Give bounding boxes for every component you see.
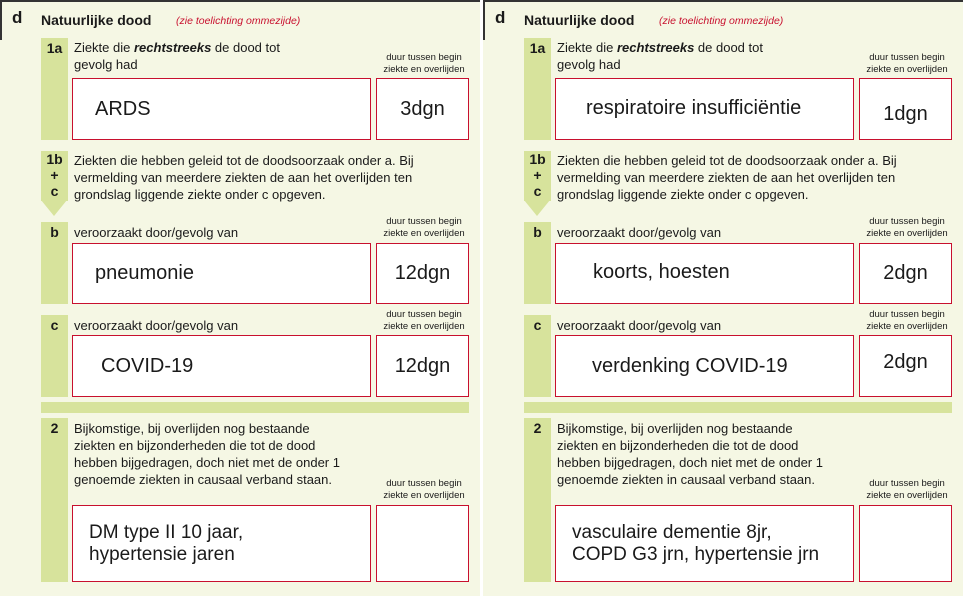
duration-label-2: duur tussen begin ziekte en overlijden — [383, 478, 465, 501]
answer-2-line-1: vasculaire dementie 8jr, — [572, 521, 772, 543]
duration-field-b[interactable]: 12dgn — [376, 243, 469, 304]
question-2-text: Bijkomstige, bij overlijden nog bestaande ziekten en bijzonderheden die tot de dood hebben bijgedragen, doch niet met de onder 1 genoemde ziekten in causaal verband staan. — [74, 421, 340, 487]
answer-field-c[interactable]: COVID-19 — [72, 335, 371, 397]
section-letter: d — [495, 8, 506, 27]
answer-field-b[interactable]: pneumonie — [72, 243, 371, 304]
answer-field-2[interactable] — [555, 505, 854, 582]
section-title: Natuurlijke dood — [41, 12, 152, 28]
q1a-text-post: de dood tot gevolg had — [74, 40, 280, 72]
duration-label-1a: duur tussen begin ziekte en overlijden — [383, 52, 465, 75]
section-divider — [41, 402, 469, 413]
q1a-text-emphasis: rechtstreeks — [616, 40, 695, 55]
answer-field-1a[interactable]: ARDS — [72, 78, 371, 140]
question-number-1bc — [41, 151, 68, 201]
q1a-text-pre: Ziekte die — [74, 40, 134, 55]
duration-field-c[interactable]: 12dgn — [376, 335, 469, 397]
duration-label-b: duur tussen begin ziekte en overlijden — [866, 216, 948, 239]
number-1b: 1b — [529, 151, 546, 167]
answer-field-c[interactable]: verdenking COVID-19 — [555, 335, 854, 397]
duration-field-2[interactable] — [859, 505, 952, 582]
duration-field-1a[interactable]: 1dgn — [859, 78, 952, 140]
answer-2-line-1: DM type II 10 jaar, — [89, 521, 244, 543]
duration-field-1a[interactable]: 3dgn — [376, 78, 469, 140]
duration-label-b: duur tussen begin ziekte en overlijden — [383, 216, 465, 239]
duration-field-c[interactable]: 2dgn — [859, 335, 952, 397]
form-side-border — [483, 0, 485, 40]
question-number-c: c — [524, 315, 551, 397]
answer-2-line-2: COPD G3 jrn, hypertensie jrn — [572, 543, 820, 565]
section-letter: d — [12, 8, 23, 27]
form-side-border — [0, 0, 2, 40]
death-cause-form-right — [483, 0, 963, 596]
question-number-2: 2 — [524, 418, 551, 582]
question-number-1bc — [524, 151, 551, 201]
answer-field-b[interactable]: koorts, hoesten — [555, 243, 854, 304]
duration-field-b[interactable]: 2dgn — [859, 243, 952, 304]
question-number-b: b — [41, 222, 68, 304]
question-arrow-down — [41, 200, 67, 216]
question-number-1a: 1a — [41, 38, 68, 140]
question-1bc-text: Ziekten die hebben geleid tot de doodsoorzaak onder a. Bij vermelding van meerdere ziekten de aan het overlijden ten grondslag liggende ziekte onder c opgeven. — [74, 153, 414, 202]
answer-field-2[interactable] — [72, 505, 371, 582]
question-c-text: veroorzaakt door/gevolg van — [557, 318, 722, 333]
question-c-text: veroorzaakt door/gevolg van — [74, 318, 239, 333]
number-plus: + — [533, 167, 542, 183]
section-note: (zie toelichting ommezijde) — [176, 15, 301, 27]
question-arrow-down — [524, 200, 550, 216]
q1a-text-emphasis: rechtstreeks — [133, 40, 212, 55]
question-b-text: veroorzaakt door/gevolg van — [557, 225, 722, 240]
duration-label-c: duur tussen begin ziekte en overlijden — [383, 309, 465, 332]
form-top-border — [483, 0, 963, 2]
duration-label-1a: duur tussen begin ziekte en overlijden — [866, 52, 948, 75]
form-top-border — [0, 0, 480, 2]
q1a-text-post: de dood tot gevolg had — [557, 40, 763, 72]
duration-field-2[interactable] — [376, 505, 469, 582]
question-1a-text — [74, 39, 304, 73]
section-title: Natuurlijke dood — [524, 12, 635, 28]
question-number-c: c — [41, 315, 68, 397]
number-c: c — [50, 183, 59, 199]
question-number-2: 2 — [41, 418, 68, 582]
death-cause-form-left — [0, 0, 480, 596]
question-b-text: veroorzaakt door/gevolg van — [74, 225, 239, 240]
number-c: c — [533, 183, 542, 199]
question-number-b: b — [524, 222, 551, 304]
number-1b: 1b — [46, 151, 63, 167]
section-note: (zie toelichting ommezijde) — [659, 15, 784, 27]
q1a-text-pre: Ziekte die — [557, 40, 617, 55]
number-plus: + — [50, 167, 59, 183]
duration-label-2: duur tussen begin ziekte en overlijden — [866, 478, 948, 501]
question-number-1a: 1a — [524, 38, 551, 140]
question-1bc-text: Ziekten die hebben geleid tot de doodsoorzaak onder a. Bij vermelding van meerdere ziekten de aan het overlijden ten grondslag liggende ziekte onder c opgeven. — [557, 153, 897, 202]
answer-2-line-2: hypertensie jaren — [89, 543, 235, 565]
duration-label-c: duur tussen begin ziekte en overlijden — [866, 309, 948, 332]
answer-field-1a[interactable]: respiratoire insufficiëntie — [555, 78, 854, 140]
question-1a-text — [557, 39, 787, 73]
section-divider — [524, 402, 952, 413]
question-2-text: Bijkomstige, bij overlijden nog bestaande ziekten en bijzonderheden die tot de dood hebben bijgedragen, doch niet met de onder 1 genoemde ziekten in causaal verband staan. — [557, 421, 823, 487]
